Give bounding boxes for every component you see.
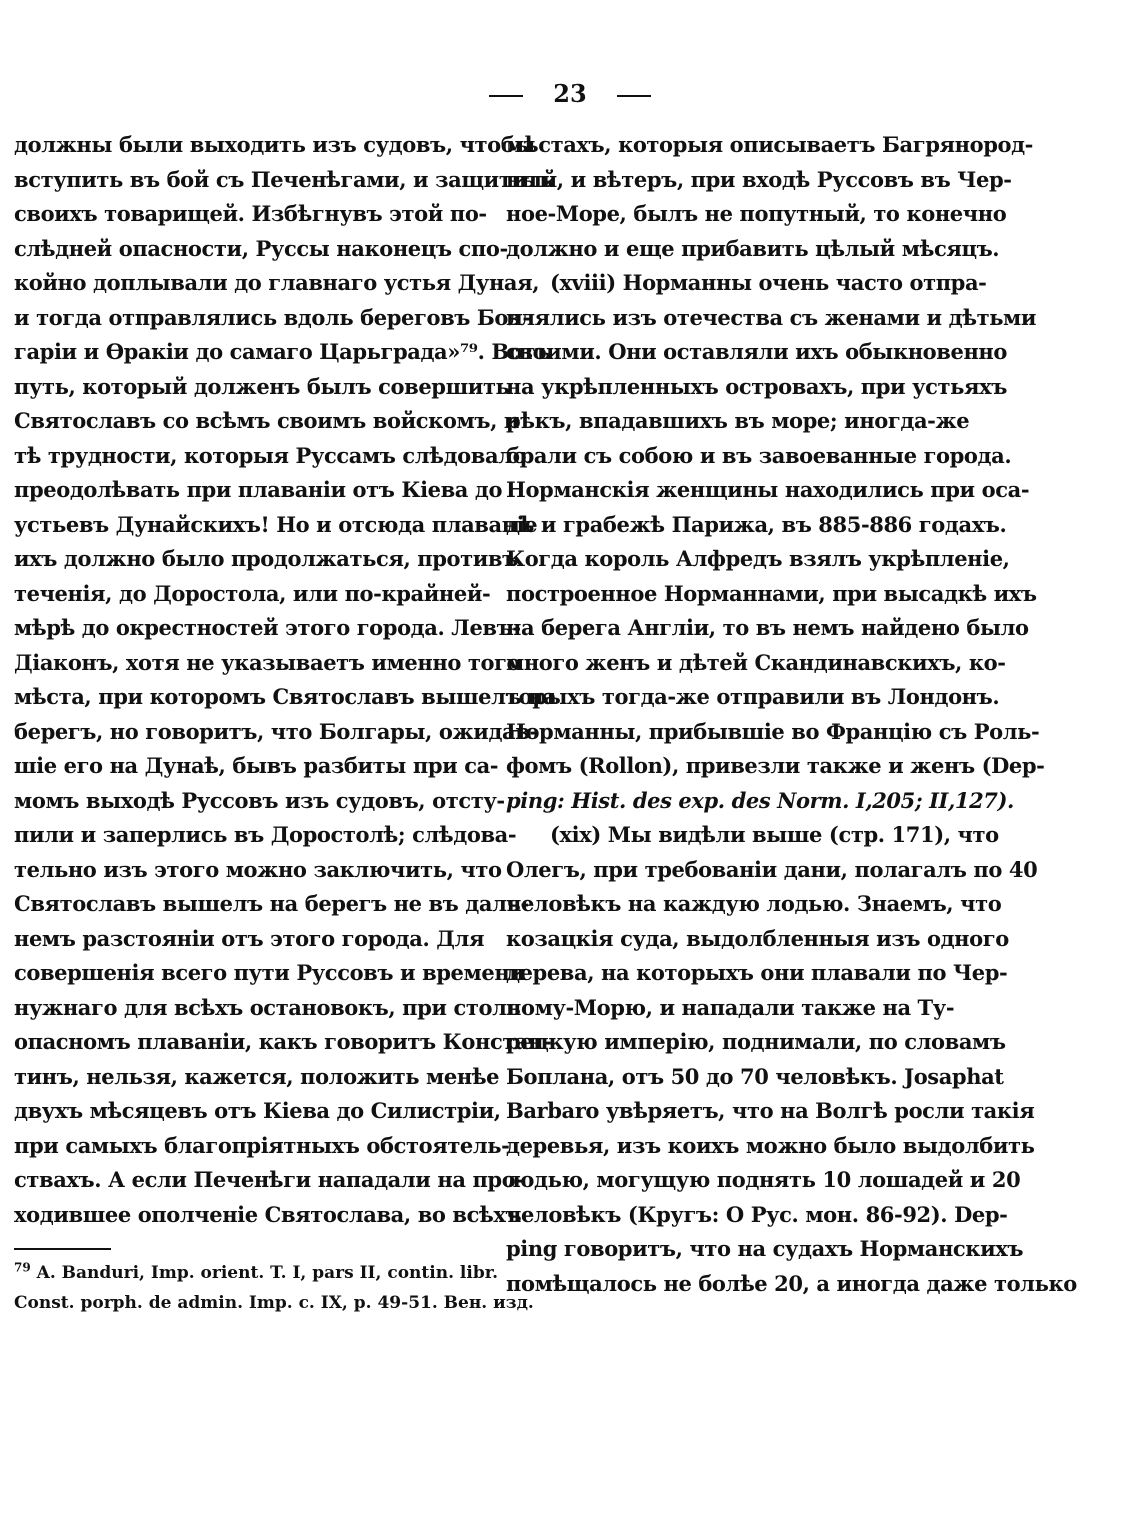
text-line: слѣдней опасности, Руссы наконецъ спо- bbox=[14, 235, 508, 261]
text-line: ping говоритъ, что на судахъ Норманскихъ bbox=[506, 1236, 1024, 1261]
text-line: мѣстахъ, которыя описываетъ Багрянород- bbox=[506, 132, 1033, 157]
text-line: вступить въ бой съ Печенѣгами, и защитить bbox=[14, 166, 554, 192]
text-line: Barbaro увѣряетъ, что на Волгѣ росли такія bbox=[506, 1098, 1035, 1123]
text-line: и тогда отправлялись вдоль береговъ Бол- bbox=[14, 304, 531, 330]
text-line: совершенія всего пути Руссовъ и времени bbox=[14, 960, 525, 985]
text-line: гаріи и Ѳракіи до самаго Царьграда»⁷⁹. Вотъ bbox=[14, 339, 551, 364]
text-line: койно доплывали до главнаго устья Дуная, bbox=[14, 270, 540, 295]
text-line: козацкія суда, выдолбленныя изъ одного bbox=[506, 925, 1009, 951]
text-line: нужнаго для всѣхъ остановокъ, при столь bbox=[14, 994, 521, 1020]
footnote-text-2: Const. porph. de admin. Imp. c. IX, p. 49-51. Вен. изд. bbox=[14, 1293, 534, 1313]
text-line: тельно изъ этого можно заключить, что bbox=[14, 856, 502, 882]
text-line: Святославъ вышелъ на берегъ не въ даль- bbox=[14, 891, 529, 916]
text-line: много женъ и дѣтей Скандинавскихъ, ко- bbox=[506, 649, 1006, 675]
footnote-marker: 79 bbox=[14, 1260, 31, 1275]
text-line: путь, который долженъ былъ совершить bbox=[14, 373, 510, 399]
text-line: немъ разстояніи отъ этого города. Для bbox=[14, 925, 485, 951]
text-line: дѣ и грабежѣ Парижа, въ 885-886 годахъ. bbox=[506, 511, 1007, 537]
text-line: устьевъ Дунайскихъ! Но и отсюда плаваніе bbox=[14, 511, 538, 537]
text-line: момъ выходѣ Руссовъ изъ судовъ, отсту- bbox=[14, 787, 505, 813]
text-line: ное-Море, былъ не попутный, то конечно bbox=[506, 201, 1007, 226]
text-line: Олегъ, при требованіи дани, полагалъ по 40 bbox=[506, 856, 1038, 882]
header-dash-right bbox=[617, 95, 651, 97]
text-line: рецкую имперію, поднимали, по словамъ bbox=[506, 1029, 1006, 1054]
text-line: лодью, могущую поднять 10 лошадей и 20 bbox=[506, 1167, 1021, 1192]
text-line: своими. Они оставляли ихъ обыкновенно bbox=[506, 339, 1007, 364]
text-line: при самыхъ благопріятныхъ обстоятель- bbox=[14, 1132, 510, 1158]
text-line: тинъ, нельзя, кажется, положить менѣе bbox=[14, 1063, 500, 1089]
text-line: ихъ должно было продолжаться, противъ bbox=[14, 546, 518, 571]
text-line: мѣрѣ до окрестностей этого города. Левъ- bbox=[14, 615, 521, 640]
text-line: рѣкъ, впадавшихъ въ море; иногда-же bbox=[506, 408, 970, 433]
text-line: тѣ трудности, которыя Руссамъ слѣдовало bbox=[14, 442, 527, 468]
text-line: дерева, на которыхъ они плавали по Чер- bbox=[506, 960, 1008, 985]
text-line: на укрѣпленныхъ островахъ, при устьяхъ bbox=[506, 373, 1007, 399]
footnote-line-1 bbox=[14, 1258, 499, 1288]
text-line: ping: Hist. des exp. des Norm. I,205; II,127). bbox=[506, 787, 1014, 813]
text-line: берегъ, но говоритъ, что Болгары, ожидав- bbox=[14, 718, 538, 744]
header-dash-left bbox=[489, 95, 523, 97]
footnote-text-1: A. Banduri, Imp. orient. T. I, pars II, contin. libr. bbox=[36, 1263, 499, 1283]
text-line: Когда король Алфредъ взялъ укрѣпленіе, bbox=[506, 546, 1010, 571]
left-column bbox=[14, 128, 557, 1232]
text-line: ному-Морю, и нападали также на Ту- bbox=[506, 994, 955, 1020]
text-line: человѣкъ на каждую лодью. Знаемъ, что bbox=[506, 891, 1002, 916]
page-header bbox=[0, 80, 1140, 108]
text-line: должно и еще прибавить цѣлый мѣсяцъ. bbox=[506, 235, 1000, 261]
text-line: Святославъ со всѣмъ своимъ войскомъ, и bbox=[14, 408, 520, 433]
text-line: торыхъ тогда-же отправили въ Лондонъ. bbox=[506, 684, 1000, 709]
right-column bbox=[506, 128, 1077, 1301]
text-line: ходившее ополченіе Святослава, во всѣхъ bbox=[14, 1201, 522, 1227]
text-line: построенное Норманнами, при высадкѣ ихъ bbox=[506, 580, 1037, 606]
text-line: двухъ мѣсяцевъ отъ Кіева до Силистріи, bbox=[14, 1098, 501, 1123]
text-line: ствахъ. А если Печенѣги нападали на про- bbox=[14, 1167, 524, 1192]
text-line: опасномъ плаваніи, какъ говоритъ Констан- bbox=[14, 1029, 552, 1054]
text-line: (xviii) Норманны очень часто отпра- bbox=[550, 270, 987, 295]
text-line: влялись изъ отечества съ женами и дѣтьми bbox=[506, 304, 1037, 330]
text-line: шіе его на Дунаѣ, бывъ разбиты при са- bbox=[14, 753, 499, 778]
text-line: Діаконъ, хотя не указываетъ именно того bbox=[14, 649, 521, 675]
footnote-rule bbox=[14, 1248, 111, 1250]
text-line: Норманскія женщины находились при оса- bbox=[506, 477, 1030, 502]
text-line: человѣкъ (Кругъ: О Рус. мон. 86-92). Dep- bbox=[506, 1201, 1008, 1227]
text-line: на берега Англіи, то въ немъ найдено было bbox=[506, 615, 1029, 640]
page-number: 23 bbox=[553, 79, 587, 108]
text-line: мѣста, при которомъ Святославъ вышелъ на bbox=[14, 684, 557, 709]
text-line: Норманны, прибывшіе во Францію съ Роль- bbox=[506, 718, 1040, 744]
text-line: теченія, до Доростола, или по-крайней- bbox=[14, 580, 491, 606]
footnote-line-2 bbox=[14, 1288, 534, 1318]
text-line: ный, и вѣтеръ, при входѣ Руссовъ въ Чер- bbox=[506, 166, 1012, 192]
text-line: деревья, изъ коихъ можно было выдолбить bbox=[506, 1132, 1035, 1158]
text-line: пили и заперлись въ Доростолѣ; слѣдова- bbox=[14, 822, 517, 847]
text-line: должны были выходить изъ судовъ, чтобы bbox=[14, 132, 536, 157]
text-line: фомъ (Rollon), привезли также и женъ (Dep- bbox=[506, 753, 1045, 778]
text-line: своихъ товарищей. Избѣгнувъ этой по- bbox=[14, 201, 487, 226]
text-line: преодолѣвать при плаваніи отъ Кіева до bbox=[14, 477, 503, 502]
text-line: (xix) Мы видѣли выше (стр. 171), что bbox=[550, 822, 999, 847]
text-line: брали съ собою и въ завоеванные города. bbox=[506, 442, 1012, 468]
text-line: Боплана, отъ 50 до 70 человѣкъ. Josaphat bbox=[506, 1063, 1004, 1089]
text-line: помѣщалось не болѣе 20, а иногда даже только bbox=[506, 1270, 1077, 1296]
